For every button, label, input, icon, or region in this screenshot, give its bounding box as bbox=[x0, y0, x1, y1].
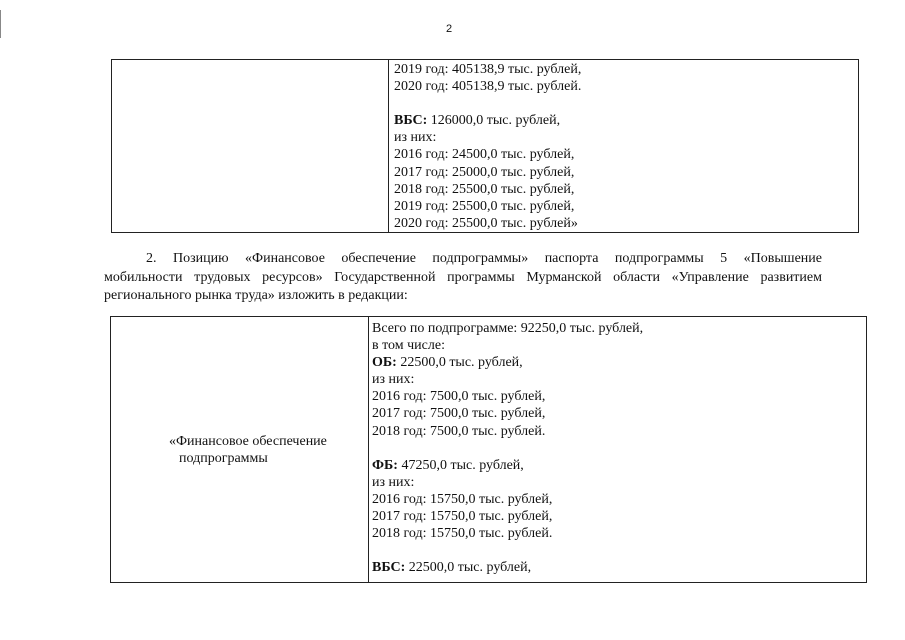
paragraph-line: мобильности трудовых ресурсов» Государственной программы Мурманской области «Управление развитием bbox=[104, 269, 822, 285]
table-line: 2017 год: 15750,0 тыс. рублей, bbox=[372, 509, 553, 525]
table-line: Всего по подпрограмме: 92250,0 тыс. рублей, bbox=[372, 321, 644, 336]
table-column-divider bbox=[388, 60, 389, 232]
paragraph-line: 2. Позицию «Финансовое обеспечение подпрограммы» паспорта подпрограммы 5 «Повышение bbox=[146, 251, 822, 266]
table-column-divider bbox=[368, 317, 369, 582]
paragraph-line: регионального рынка труда» изложить в редакции: bbox=[104, 288, 408, 303]
table-line: 2016 год: 15750,0 тыс. рублей, bbox=[372, 491, 553, 507]
table-line: 2017 год: 25000,0 тыс. рублей, bbox=[394, 164, 575, 180]
table-label-line: подпрограммы bbox=[179, 451, 268, 466]
table-line: 2018 год: 15750,0 тыс. рублей. bbox=[372, 526, 553, 542]
table-line-blank bbox=[372, 440, 643, 457]
funding-table-new bbox=[110, 316, 867, 583]
table-line: 2020 год: 25500,0 тыс. рублей» bbox=[394, 215, 578, 231]
table-label-cell bbox=[169, 433, 327, 467]
table-line: 2020 год: 405138,9 тыс. рублей. bbox=[394, 79, 582, 95]
table-line: ВБС: 22500,0 тыс. рублей, bbox=[372, 560, 532, 576]
table-value-cell bbox=[372, 320, 643, 576]
funding-table-continued bbox=[111, 59, 859, 233]
table-line: 2016 год: 7500,0 тыс. рублей, bbox=[372, 389, 546, 405]
scan-edge-mark bbox=[0, 10, 1, 38]
table-label-cell-empty bbox=[112, 60, 388, 232]
table-line: ВБС: 126000,0 тыс. рублей, bbox=[394, 113, 561, 129]
table-line-blank bbox=[394, 95, 581, 112]
table-line: 2019 год: 405138,9 тыс. рублей, bbox=[394, 62, 582, 77]
table-line: 2018 год: 7500,0 тыс. рублей. bbox=[372, 423, 546, 439]
table-value-cell bbox=[394, 61, 581, 232]
table-line: из них: bbox=[372, 372, 415, 388]
table-line: из них: bbox=[394, 130, 437, 146]
table-line: ОБ: 22500,0 тыс. рублей, bbox=[372, 355, 523, 371]
table-label-line: «Финансовое обеспечение bbox=[169, 434, 327, 449]
table-line: ФБ: 47250,0 тыс. рублей, bbox=[372, 457, 524, 473]
table-line-blank bbox=[372, 542, 643, 559]
page-number: 2 bbox=[446, 23, 453, 35]
table-line: в том числе: bbox=[372, 338, 445, 354]
table-line: 2019 год: 25500,0 тыс. рублей, bbox=[394, 198, 575, 214]
table-line: 2018 год: 25500,0 тыс. рублей, bbox=[394, 181, 575, 197]
table-line: 2017 год: 7500,0 тыс. рублей, bbox=[372, 406, 546, 422]
table-line: 2016 год: 24500,0 тыс. рублей, bbox=[394, 147, 575, 163]
amendment-paragraph bbox=[104, 250, 822, 306]
table-line: из них: bbox=[372, 474, 415, 490]
